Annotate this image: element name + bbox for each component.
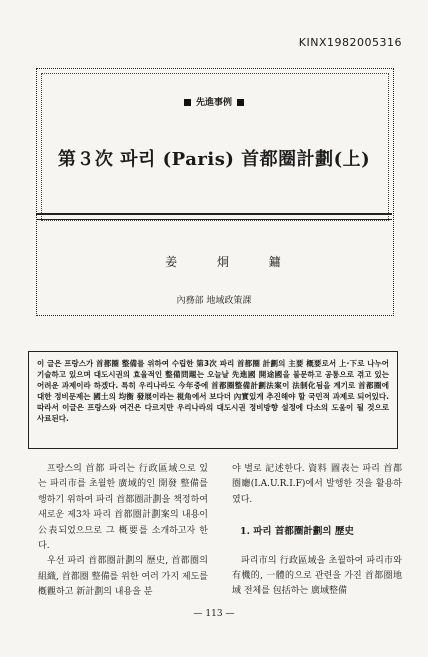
- title-divider: [36, 213, 392, 220]
- article-title: 第３次 파리 (Paris) 首都圈計劃(上): [57, 149, 371, 170]
- body-paragraph: 야 별로 記述한다. 資料 圖表는 파리 首都圈廳(I.A.U.R.I.F)에서 발행한 것을 활용하였다.: [232, 464, 402, 505]
- body-paragraph: 우선 파리 首都圈計劃의 歷史, 首都圈의 組織, 首都圈 整備를 위한 여러 가지 제도를 槪觀하고 新計劃의 내용을 분: [38, 556, 208, 598]
- section-heading: 1. 파리 首都圈計劃의 歷史: [240, 526, 354, 538]
- abstract-box: 이 글은 프랑스가 首都圈 整備를 위하여 수립한 第3次 파리 首都圈 計劃의 主要 概要로서 上·下로 나누어 기술하고 있으며 대도시권의 효율적인 整備問題는 오늘날 先進國 開途國을 불문하고 공통으로 겪고 있는 어려운 과제이라 하겠다. 특히 우리나라도 今年중에 首都圈整備計劃法案이 法制化됨을 계기로 首都圈에 대한 정비문제는 國土의 均衡 發展이라는 視角에서 보다더 內實있게 추진해야 할 국민적 과제로 되어있다. 따라서 이글은 프랑스와 여건은 다르지만 우리나라의 대도시권 정비방향 설정에 다소의 도움이 될 것으로 사료된다.: [28, 351, 398, 449]
- body-paragraph: 파리市의 行政區域을 초월하여 파리市와 有機的, 一體的으로 관련을 가진 首都圈地域 전체를 包括하는 廣域整備: [232, 555, 402, 597]
- square-bullet-icon: [237, 99, 244, 106]
- document-id: KINX1982005316: [298, 36, 402, 49]
- body-column-right: [232, 462, 402, 600]
- category-label: [0, 95, 428, 108]
- body-column-left: [38, 462, 208, 601]
- author-affiliation: 內務部 地域政策課: [176, 296, 252, 306]
- square-bullet-icon: [184, 99, 191, 106]
- body-paragraph: 프랑스의 首都 파리는 行政區域으로 있는 파리市를 초월한 廣域的인 開發 整備를 행하기 위하여 파리 首都圈計劃을 책정하여 새로운 제3차 파리 首都圈計劃案의 내용이 公表되었으므로 그 概要를 소개하고자 한다.: [38, 464, 208, 552]
- author-name: 姜 炯 鏞: [165, 255, 299, 269]
- category-text: 先進事例: [195, 98, 232, 108]
- page-number: — 113 —: [193, 609, 235, 619]
